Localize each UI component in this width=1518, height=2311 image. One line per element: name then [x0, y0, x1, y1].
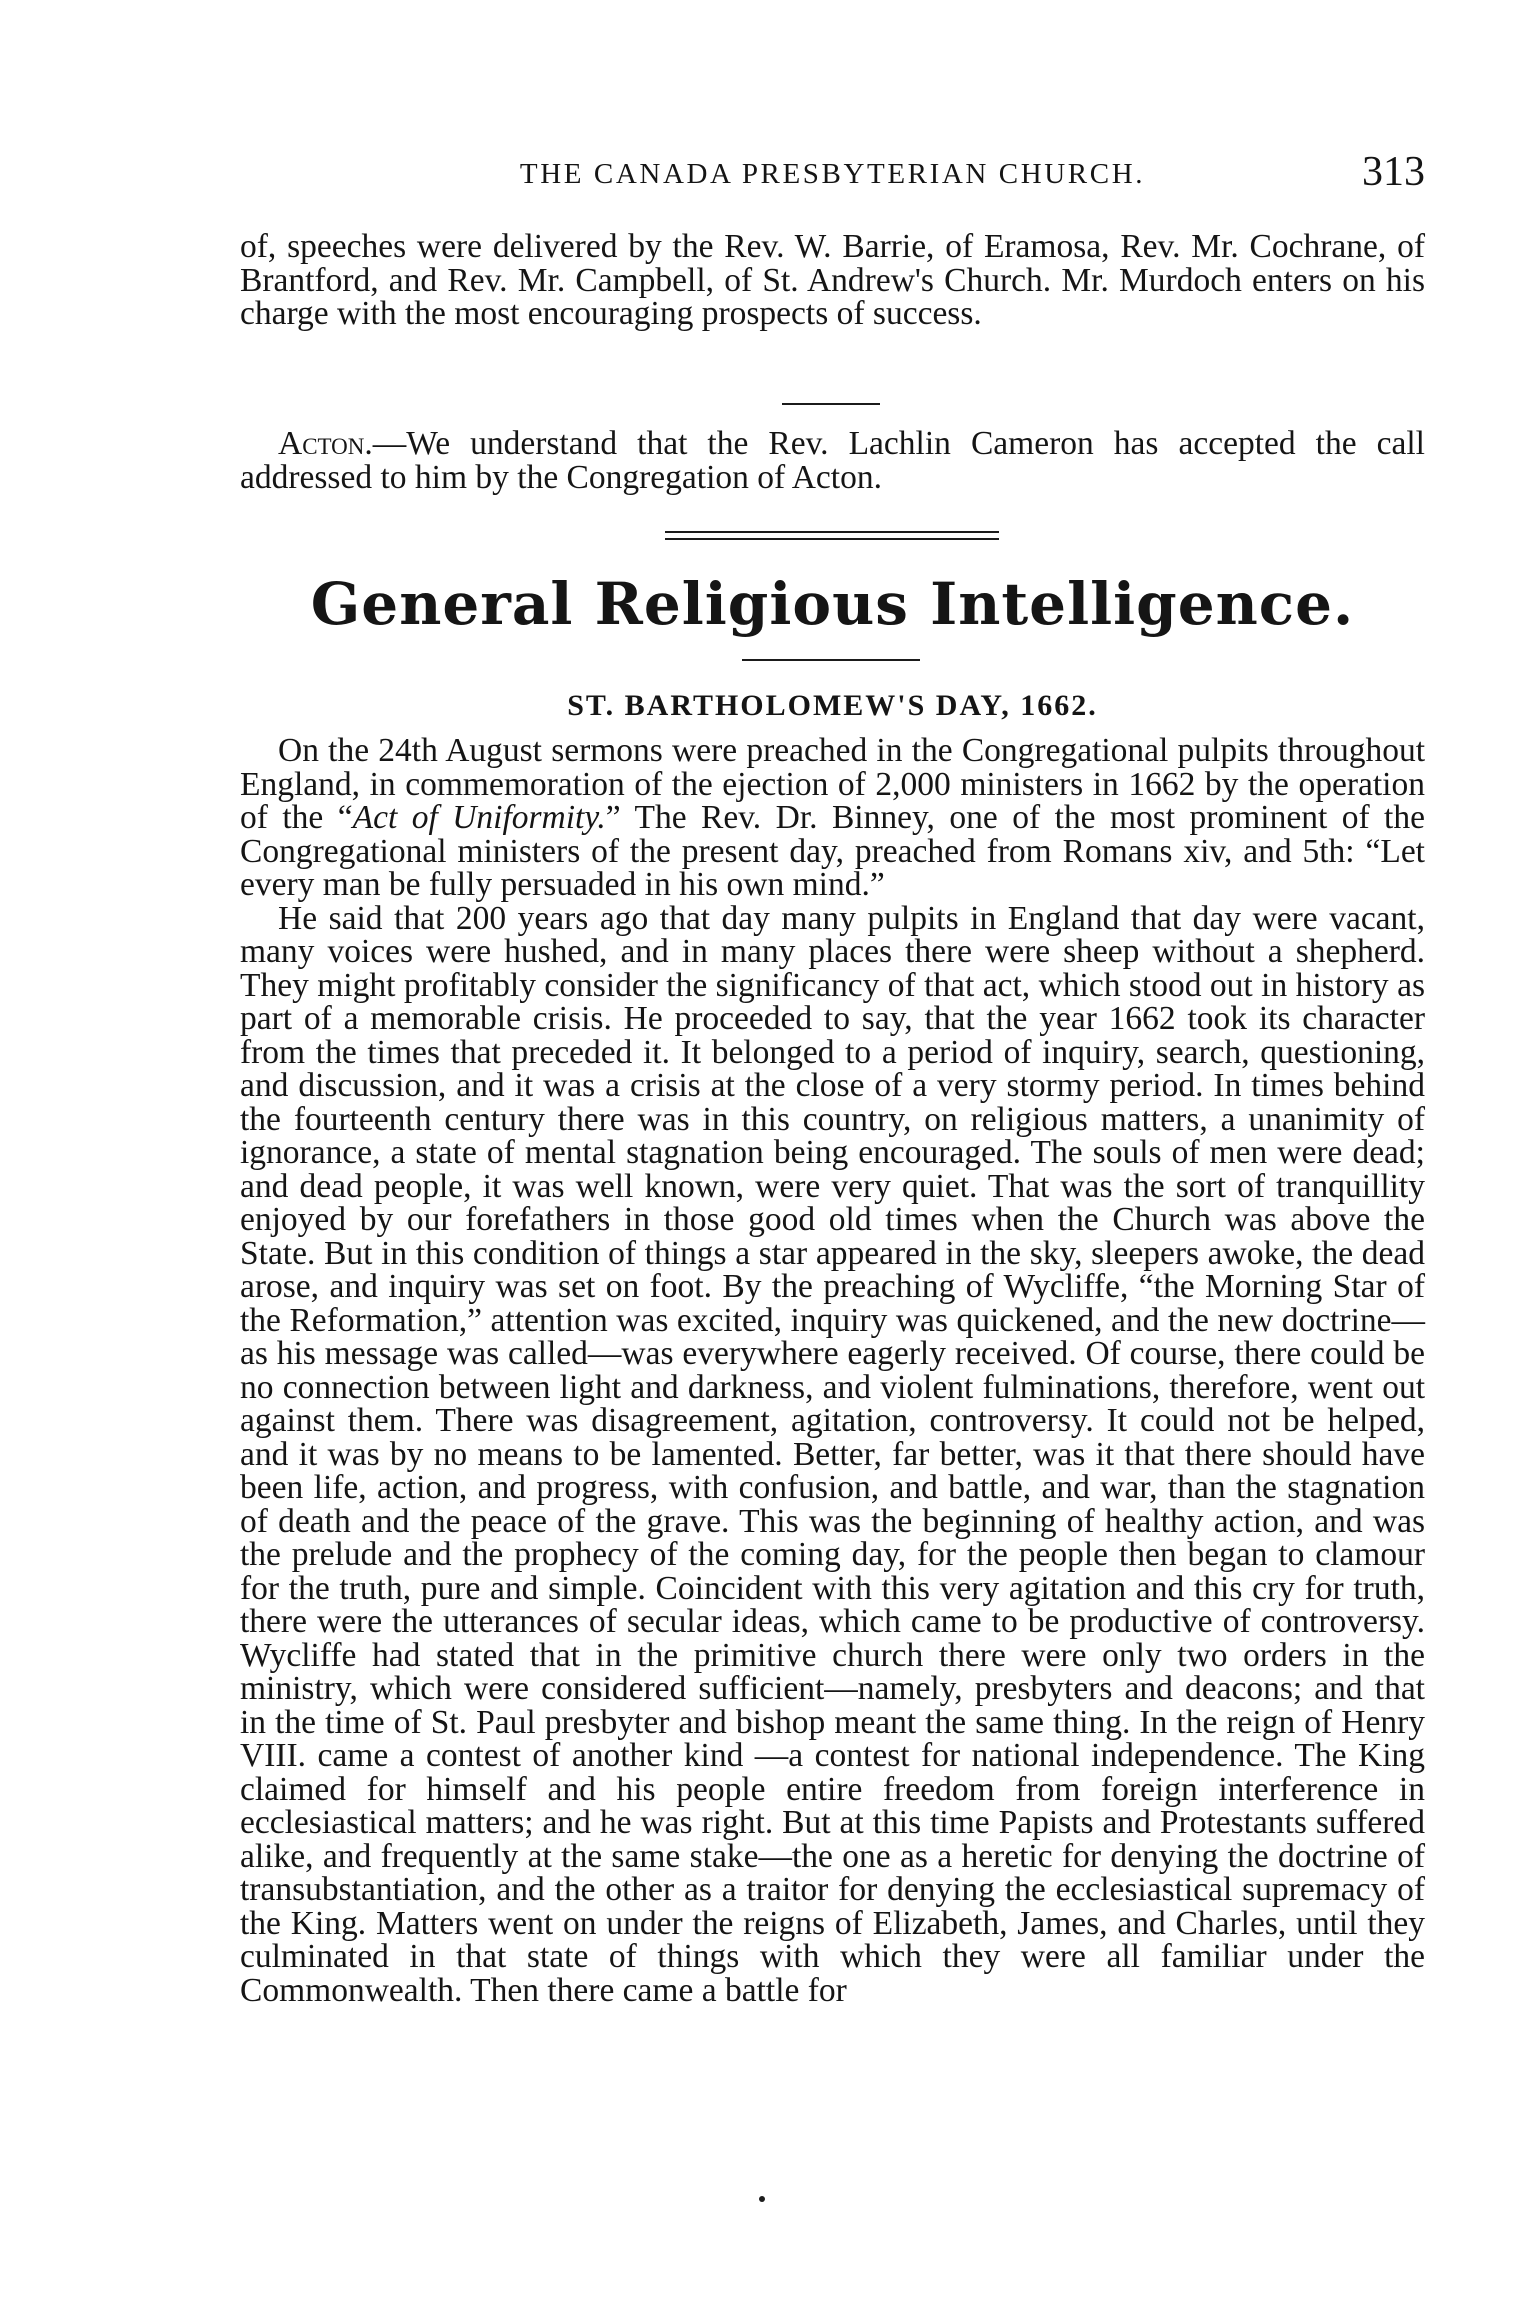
p1-text-a: On the 24th August sermons were preached in the Congregational pulpits throughout England, in commemoration of the ejection of 2,000 ministers in 1662 by the operation of the “ [240, 732, 1425, 836]
page-number: 313 [1362, 149, 1425, 195]
section-heading: General Religious Intelligence. [310, 570, 1355, 638]
acton-text: —We understand that the Rev. Lachlin Cameron has accepted the call addressed to him by the Congregation of Acton. [240, 425, 1425, 496]
running-title: THE CANADA PRESBYTERIAN CHURCH. [519, 158, 1146, 190]
footer-dot [759, 2196, 765, 2202]
act-title: Act of Uniformity. [352, 799, 606, 836]
intro-block [240, 230, 1425, 331]
double-rule [665, 531, 999, 540]
acton-block [240, 427, 1425, 494]
article-paragraph-1 [240, 734, 1425, 902]
acton-paragraph [240, 427, 1425, 494]
p1-text-b: ” The Rev. Dr. Binney, one of the most prominent of the Congregational ministers of the present day, preached from Romans xiv, and 5th: “Let every man be fully persuaded in his own mind.” [240, 799, 1425, 903]
article-paragraph-2: He said that 200 years ago that day many pulpits in England that day were vacant, many voices were hushed, and in many places there were sheep without a shepherd. They might profitably consider the significancy of that act, which stood out in history as part of a memorable crisis. He proceeded to say, that the year 1662 took its character from the times that preceded it. It belonged to a period of inquiry, search, questioning, and discussion, and it was a crisis at the close of a very stormy period. In times behind the fourteenth century there was in this country, on religious matters, a unanimity of ignorance, a state of mental stagnation being encouraged. The souls of men were dead; and dead people, it was well known, were very quiet. That was the sort of tranquillity enjoyed by our forefathers in those good old times when the Church was above the State. But in this condition of things a star appeared in the sky, sleepers awoke, the dead arose, and inquiry was set on foot. By the preaching of Wycliffe, “the Morning Star of the Reformation,” attention was excited, inquiry was quickened, and the new doctrine—as his message was called—was everywhere eagerly received. Of course, there could be no connection between light and darkness, and violent fulminations, therefore, went out against them. There was disagreement, agitation, controversy. It could not be helped, and it was by no means to be lamented. Better, far better, was it that there should have been life, action, and progress, with confusion, and battle, and war, than the stagnation of death and the peace of the grave. This was the beginning of healthy action, and was the prelude and the prophecy of the coming day, for the people then began to clamour for the truth, pure and simple. Coincident with this very agitation and this cry for truth, there were the utterances of secular ideas, which came to be productive of controversy. Wycliffe had stated that in the primitive church there were only two orders in the ministry, which were considered sufficient—namely, presbyters and deacons; and that in the time of St. Paul presbyter and bishop meant the same thing. In the reign of Henry VIII. came a contest of another kind —a contest for national independence. The King claimed for himself and his people entire freedom from foreign interference in ecclesiastical matters; and he was right. But at this time Papists and Protestants suffered alike, and frequently at the same stake—the one as a heretic for denying the doctrine of transubstantiation, and the other as a traitor for denying the ecclesiastical supremacy of the King. Matters went on under the reigns of Elizabeth, James, and Charles, until they culminated in that state of things with which they were all familiar under the Commonwealth. Then there came a battle for [240, 899, 1425, 2009]
article-body [240, 734, 1425, 2007]
short-rule [782, 403, 880, 405]
running-head [240, 148, 1425, 202]
article-subheading: ST. BARTHOLOMEW'S DAY, 1662. [567, 689, 1098, 722]
acton-place: Acton. [278, 425, 373, 462]
intro-paragraph: of, speeches were delivered by the Rev. W. Barrie, of Eramosa, Rev. Mr. Cochrane, of Brantford, and Rev. Mr. Campbell, of St. Andrew's Church. Mr. Murdoch enters on his charge with the most encouraging prospects of success. [240, 228, 1425, 332]
heading-rule [742, 659, 920, 661]
